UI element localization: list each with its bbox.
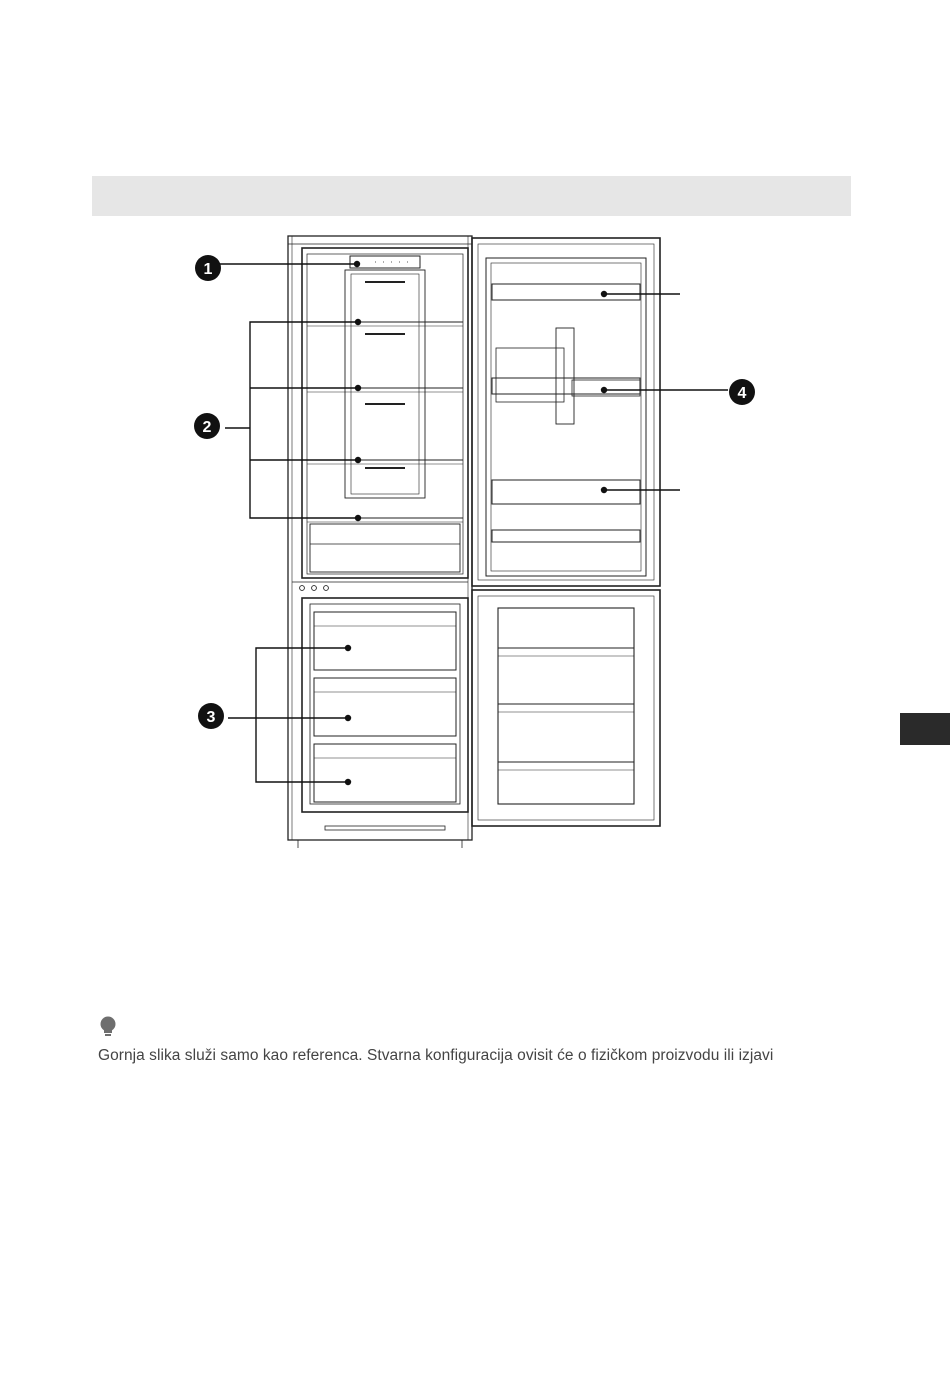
freezer-door bbox=[472, 590, 660, 826]
section-header-bar bbox=[92, 176, 851, 216]
door-bins bbox=[492, 284, 640, 542]
callout-4-number: 4 bbox=[737, 385, 747, 402]
bottom-grille bbox=[325, 826, 445, 830]
callout-4-leader bbox=[680, 389, 728, 393]
freezer-compartment bbox=[302, 598, 468, 812]
callout-4-badge bbox=[727, 377, 757, 407]
callout-1 bbox=[195, 255, 221, 281]
callout-2 bbox=[194, 413, 220, 439]
lightbulb-icon bbox=[98, 1016, 118, 1038]
fridge-diagram bbox=[180, 230, 680, 850]
door-egg-tray bbox=[556, 328, 574, 424]
callout-3 bbox=[198, 703, 224, 729]
cabinet-outline bbox=[288, 236, 472, 840]
reference-note: Gornja slika služi samo kao referenca. Stvarna konfiguracija ovisit će o fizičkom proizvodu ili izjavi bbox=[98, 1047, 774, 1064]
callout-1-number: 1 bbox=[203, 261, 213, 278]
crisper-drawer bbox=[310, 524, 460, 572]
fridge-door bbox=[472, 238, 660, 586]
callout-3-number: 3 bbox=[206, 709, 216, 726]
callout-2-number: 2 bbox=[202, 419, 212, 436]
glass-shelves bbox=[307, 322, 463, 522]
freezer-drawers bbox=[314, 612, 456, 802]
chapter-tab bbox=[900, 713, 950, 745]
fridge-compartment bbox=[302, 248, 468, 578]
control-panel bbox=[350, 256, 420, 268]
